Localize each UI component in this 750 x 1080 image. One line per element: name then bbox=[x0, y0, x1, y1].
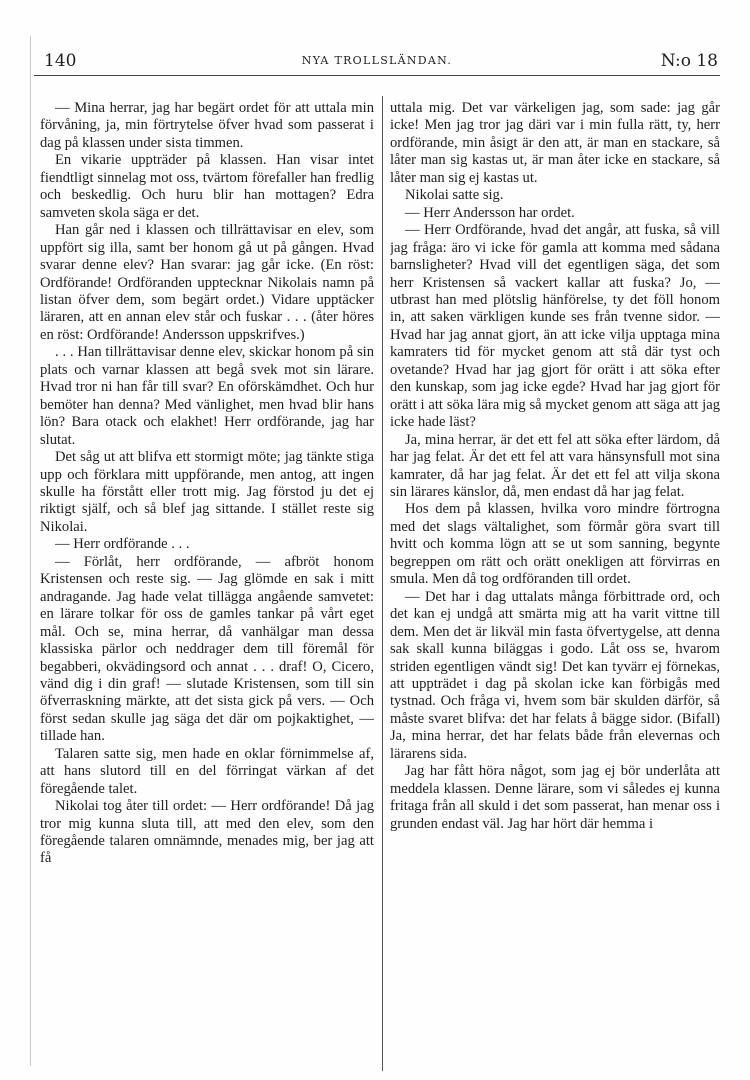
page-header bbox=[34, 45, 720, 76]
issue-number: N:o 18 bbox=[660, 51, 718, 71]
right-column bbox=[390, 100, 720, 1060]
paragraph: Nikolai tog åter till ordet: — Herr ordförande! Då jag tror mig kunna sluta till, att med den elev, som den föregående talaren omnämnde, menades mig, ber jag att få bbox=[40, 798, 374, 867]
running-title: NYA TROLLSLÄNDAN. bbox=[301, 54, 453, 67]
paragraph: Han går ned i klassen och tillrättavisar en elev, som uppfört sig illa, samt ber honom gå ut på gången. Hvad svarar denne elev? Han svarar: jag går icke. (En röst: Ordförande! Ordföranden upptecknar Nikolais namn på listan öfver dem, som begärt ordet.) Vidare upptäcker läraren, att en annan elev står och fuskar . . . (åter höres en röst: Ordförande! Andersson uppskrifves.) bbox=[40, 222, 374, 343]
column-divider bbox=[382, 96, 383, 1071]
paragraph: — Mina herrar, jag har begärt ordet för att uttala min förvåning, ja, min förtrytelse öfver hvad som passerat i dag på klassen under sista timmen. bbox=[40, 100, 374, 151]
paragraph: — Herr ordförande . . . bbox=[55, 536, 190, 553]
paragraph: — Herr Ordförande, hvad det angår, att fuska, så vill jag fråga: äro vi icke för gamla att komma med sådana barnsligheter? Hvad vill det egentligen säga, det som herr Kristensen så vackert kallar att fuska? Jo, — utbrast han med plötslig hänförelse, ty det föll honom in, att saken värkligen kunde ses från tvenne sidor. — Hvad har jag annat gjort, än att icke vilja upptaga mina kamraters tid för mycket genom att stå där tyst och ovetande? Hvad har jag gjort för orätt i att söka efter den kunskap, som jag icke egde? Hvad har jag gjort för orätt i att söka lära mig så mycket genom att säga att jag icke hade läst? bbox=[390, 222, 720, 431]
paragraph: Ja, mina herrar, är det ett fel att söka efter lärdom, då har jag felat. Är det ett fel att vara hänsynsfull mot sina kamrater, då har jag felat. Är det ett fel att vilja skona sin lärares känslor, då, men endast då har jag felat. bbox=[390, 431, 720, 500]
paragraph: . . . Han tillrättavisar denne elev, skickar honom på sin plats och varnar klassen att begå svek mot sin lärare. Hvad tror ni han får till svar? En oförskämdhet. Och hur bemöter han denna? Med vänlighet, men hvad blir hans lön? Bara otack och elakhet! Herr ordförande, jag har slutat. bbox=[40, 344, 374, 448]
paragraph: Hos dem på klassen, hvilka voro mindre förtrogna med det slags vältalighet, som förmår göra svart till hvitt och komma lögn att se ut som sanning, begynte begreppen om rätt och orätt onekligen att förvirras en smula. Men då tog ordföranden till ordet. bbox=[390, 501, 720, 588]
paragraph: Talaren satte sig, men hade en oklar förnimmelse af, att hans slutord till en del förringat värkan af det föregående talet. bbox=[40, 745, 374, 797]
paragraph: Det såg ut att blifva ett stormigt möte; jag tänkte stiga upp och förklara mitt uppförande, men antog, att ingen skulle ha förstått eller trott mig. Jag förstod ju det ej riktigt själf, och så blef jag sittande. I stället reste sig Nikolai. bbox=[40, 449, 374, 535]
paragraph: Nikolai satte sig. bbox=[405, 187, 504, 204]
paragraph: Jag har fått höra något, som jag ej bör underlåta att meddela klassen. Denne lärare, som vi således ej kunna fritaga från all skuld i det som passerat, han menar oss i grunden endast väl. Jag har hört där hemma i bbox=[390, 763, 720, 832]
paragraph: En vikarie uppträder på klassen. Han visar intet fiendtligt sinnelag mot oss, tvärtom förefaller han fredlig och beskedlig. Och huru blir han mottagen? Edra samveten skola säga er det. bbox=[40, 152, 374, 221]
paragraph: — Det har i dag uttalats många förbittrade ord, och det kan ej undgå att smärta mig att ha varit vittne till dem. Men det är likväl min fasta öfvertygelse, att denna sak skall kunna biläggas i godo. Låt oss se, hvarom striden egentligen vändt sig! Det kan tyvärr ej förnekas, att uppträdet i dag på skolan icke kan förbigås med tystnad. Och fråga vi, hvem som bär skulden därför, så måste svaret blifva: det har felats å bägge sidor. (Bifall) Ja, mina herrar, det har felats både från elevernas och lärarens sida. bbox=[390, 588, 720, 762]
page-number: 140 bbox=[44, 51, 77, 71]
paragraph: — Förlåt, herr ordförande, — afbröt honom Kristensen och reste sig. — Jag glömde en sak i mitt andragande. Jag hade velat tillägga angående samvetet: en lärare tolkar för oss de gamles tankar på vårt eget mål. Och se, mina herrar, då vanhälgar man dessa klassiska pärlor och neddrager dem till föremål för begabberi, okvädingsord och annat . . . draf! O, Cicero, vänd dig i din graf! — slutade Kristensen, som till sin öfverraskning märkte, att det sista gick på vers. — Och först sedan skulle jag säga det där om pojkaktighet, — tillade han. bbox=[40, 553, 374, 745]
page-edge bbox=[30, 36, 31, 1066]
paragraph: uttala mig. Det var värkeligen jag, som sade: jag går icke! Men jag tror jag däri var i min fulla rätt, ty, herr ordförande, min åsigt är den att, är man en stackare, så låter man sig kastas ut, är man åter icke en stackare, så låter man sig ej kastas ut. bbox=[390, 100, 720, 186]
paragraph: — Herr Andersson har ordet. bbox=[405, 204, 575, 221]
left-column bbox=[40, 100, 374, 1060]
